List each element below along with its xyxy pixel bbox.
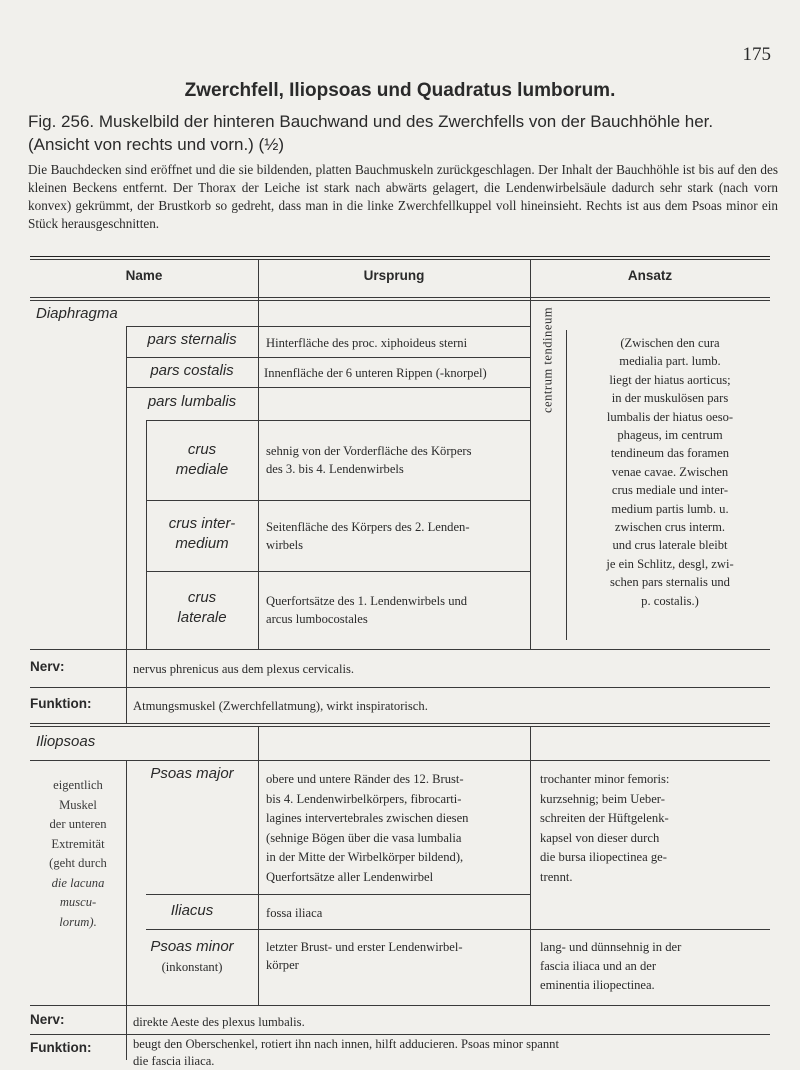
muscle-crus-laterale <box>146 588 258 628</box>
insertion-line: schen pars sternalis und <box>610 575 730 590</box>
rule-lumbalis-top <box>126 387 530 388</box>
origin-line: körper <box>266 958 299 972</box>
note-line: lorum). <box>59 914 97 929</box>
insertion-line: die bursa iliopectinea ge- <box>540 850 667 864</box>
note-line: eigentlich <box>53 778 103 792</box>
header-rule <box>30 297 770 298</box>
function-line: beugt den Oberschenkel, rotiert ihn nach innen, hilft adducieren. Psoas minor spannt <box>133 1037 559 1051</box>
function-diaphragma: Atmungsmuskel (Zwerchfellatmung), wirkt inspiratorisch. <box>133 699 428 713</box>
nerve-iliopsoas: direkte Aeste des plexus lumbalis. <box>133 1015 305 1029</box>
insertion-line: trochanter minor femoris: <box>540 772 670 786</box>
muscle-psoas-minor: Psoas minor <box>150 938 234 955</box>
col-rule-origin-insertion <box>530 259 531 649</box>
origin-crus-laterale <box>266 592 467 628</box>
section-title-diaphragma: Diaphragma <box>36 305 118 322</box>
origin-crus-intermedium-line-1: Seitenfläche des Körpers des 2. Lenden- <box>266 520 470 534</box>
insertion-line: kurzsehnig; beim Ueber- <box>540 791 665 806</box>
insertion-line: je ein Schlitz, desgl, zwi- <box>606 556 734 571</box>
rule-crus-mediale-top <box>146 420 530 421</box>
rule-crus-intermedium-top <box>146 500 530 501</box>
insertion-line: zwischen crus interm. <box>614 520 726 535</box>
origin-crus-mediale <box>266 442 472 478</box>
header-origin: Ursprung <box>363 268 425 283</box>
origin-psoas-major <box>266 770 468 887</box>
figure-caption: Fig. 256. Muskelbild der hinteren Bauchwand und des Zwerchfells von der Bauchhöhle her. (Ansicht von rechts und vorn.) (½) <box>28 112 714 154</box>
header-rule-double <box>30 300 770 301</box>
rule-crus-laterale-top <box>146 571 530 572</box>
muscle-psoas-major: Psoas major <box>150 765 234 782</box>
insertion-line: lang- und dünnsehnig in der <box>540 940 682 954</box>
origin-pars-costalis: Innenfläche der 6 unteren Rippen (-knorpel) <box>264 366 487 380</box>
note-line: die lacuna <box>51 875 105 890</box>
note-line: der unteren <box>49 817 107 831</box>
section-title-iliopsoas: Iliopsoas <box>36 733 96 750</box>
muscle-crus-intermedium-line-1: crus inter- <box>168 515 236 532</box>
origin-line: bis 4. Lendenwirbelkörpers, fibrocarti- <box>266 791 462 806</box>
figure-description: Die Bauchdecken sind eröffnet und die sie bildenden, platten Bauchmuskeln zurückgeschlagen. Der Inhalt der Bauchhöhle ist bis auf den des kleinen Beckens entfernt. Der Thorax der Leiche ist stark nach abwärts gelagert, die Lendenwirbelsäule dadurch sehr stark (nach vorn konvex) gekrümmt, der Brustkorb so gedreht, dass man in die linke Zwerchfellkuppel voll hineinsieht. Rechts ist aus dem Psoas minor ein Stück herausgeschnitten. <box>28 162 778 231</box>
centrum-tendineum-label: centrum tendineum <box>540 306 555 414</box>
insertion-line: schreiten der Hüftgelenk- <box>540 811 669 825</box>
page-title: Zwerchfell, Iliopsoas und Quadratus lumborum. <box>184 80 616 101</box>
rule-iliopsoas-function <box>30 1034 770 1035</box>
origin-crus-intermedium <box>266 518 470 554</box>
origin-line: in der Mitte der Wirbelkörper bildend), <box>266 850 464 864</box>
iliopsoas-note <box>30 776 126 932</box>
rule-diaphragma-function <box>30 687 770 688</box>
insertion-line: tendineum das foramen <box>610 446 730 461</box>
col-rule-label-iliopsoas <box>126 1005 127 1060</box>
muscle-iliacus: Iliacus <box>170 902 214 919</box>
muscle-pars-lumbalis: pars lumbalis <box>147 393 237 410</box>
col-rule-label-diaphragma <box>126 649 127 723</box>
rule-sternalis-top <box>126 326 530 327</box>
insertion-line: crus mediale und inter- <box>611 483 729 498</box>
rule-iliopsoas-rows <box>30 760 770 761</box>
origin-pars-sternalis: Hinterfläche des proc. xiphoideus sterni <box>266 336 468 350</box>
col-rule-centrum <box>566 330 567 640</box>
origin-iliacus: fossa iliaca <box>266 906 323 920</box>
note-line: Muskel <box>59 797 97 812</box>
function-line: die fascia iliaca. <box>133 1054 215 1068</box>
psoas-minor-note: (inkonstant) <box>161 960 223 974</box>
origin-line: obere und untere Ränder des 12. Brust- <box>266 772 464 786</box>
table-top-rule-inner <box>30 259 770 260</box>
origin-line: (sehnige Bögen über die vasa lumbalia <box>266 830 462 845</box>
insertion-line: medialia part. lumb. <box>619 354 721 369</box>
insertion-line: phageus, im centrum <box>617 428 723 443</box>
muscle-pars-costalis: pars costalis <box>150 362 234 379</box>
rule-iliopsoas-nerve <box>30 1005 770 1006</box>
nerve-diaphragma: nervus phrenicus aus dem plexus cervicalis. <box>133 662 355 676</box>
origin-line: Querfortsätze aller Lendenwirbel <box>266 869 434 884</box>
header-insertion: Ansatz <box>627 268 673 283</box>
note-line: muscu- <box>59 895 97 909</box>
insertion-line: kapsel von dieser durch <box>540 830 660 845</box>
origin-line: letzter Brust- und erster Lendenwirbel- <box>266 940 463 954</box>
origin-line: lagines intervertebrales zwischen diesen <box>266 811 469 825</box>
muscle-crus-laterale-line-1: crus <box>187 589 217 606</box>
insertion-line: venae cavae. Zwischen <box>611 464 729 479</box>
note-line: Extremität <box>51 836 105 851</box>
origin-crus-laterale-line-1: Querfortsätze des 1. Lendenwirbels und <box>266 594 468 608</box>
insertion-psoas-minor <box>540 938 768 995</box>
col-rule-origin-insertion-iliopsoas <box>530 726 531 1005</box>
insertion-line: fascia iliaca und an der <box>540 959 657 973</box>
insertion-diaphragma <box>570 334 770 610</box>
origin-crus-laterale-line-2: arcus lumbocostales <box>266 612 368 626</box>
function-label-diaphragma: Funktion: <box>30 696 92 711</box>
nerve-label-iliopsoas: Nerv: <box>30 1012 65 1027</box>
header-name: Name <box>125 268 163 283</box>
muscle-crus-mediale-line-2: mediale <box>175 461 229 478</box>
origin-crus-mediale-line-2: des 3. bis 4. Lendenwirbels <box>266 462 404 476</box>
muscle-crus-intermedium <box>146 514 258 554</box>
insertion-psoas-major-iliacus <box>540 770 765 887</box>
insertion-line: p. costalis.) <box>641 593 699 608</box>
rule-iliopsoas-title <box>30 723 770 724</box>
page-number: 175 <box>742 44 771 65</box>
function-iliopsoas <box>133 1036 559 1070</box>
rule-costalis-top <box>126 357 530 358</box>
origin-psoas-minor <box>266 938 463 974</box>
rule-psoas-minor-top <box>146 929 770 930</box>
col-rule-name-origin <box>258 259 259 649</box>
origin-crus-mediale-line-1: sehnig von der Vorderfläche des Körpers <box>266 444 472 458</box>
insertion-line: trennt. <box>540 869 573 884</box>
muscle-crus-mediale-line-1: crus <box>187 441 217 458</box>
rule-iliopsoas-title-double <box>30 726 770 727</box>
table-top-rule <box>30 256 770 257</box>
muscle-crus-intermedium-line-2: medium <box>175 535 229 552</box>
rule-iliacus-top <box>146 894 530 895</box>
col-rule-name-origin-iliopsoas <box>258 726 259 1005</box>
insertion-line: medium partis lumb. u. <box>611 501 729 516</box>
muscle-crus-laterale-line-2: laterale <box>177 609 227 626</box>
function-label-iliopsoas: Funktion: <box>30 1040 92 1055</box>
insertion-line: liegt der hiatus aorticus; <box>609 372 731 387</box>
insertion-line: lumbalis der hiatus oeso- <box>606 409 734 424</box>
origin-crus-intermedium-line-2: wirbels <box>266 538 304 552</box>
muscle-pars-sternalis: pars sternalis <box>147 331 237 348</box>
rule-diaphragma-nerve <box>30 649 770 650</box>
insertion-line: und crus laterale bleibt <box>612 538 728 553</box>
note-line: (geht durch <box>49 856 107 870</box>
insertion-line: in der muskulösen pars <box>611 391 729 406</box>
insertion-line: (Zwischen den cura <box>620 336 720 350</box>
nerve-label-diaphragma: Nerv: <box>30 659 65 674</box>
muscle-crus-mediale <box>146 440 258 480</box>
insertion-line: eminentia iliopectinea. <box>540 978 655 992</box>
